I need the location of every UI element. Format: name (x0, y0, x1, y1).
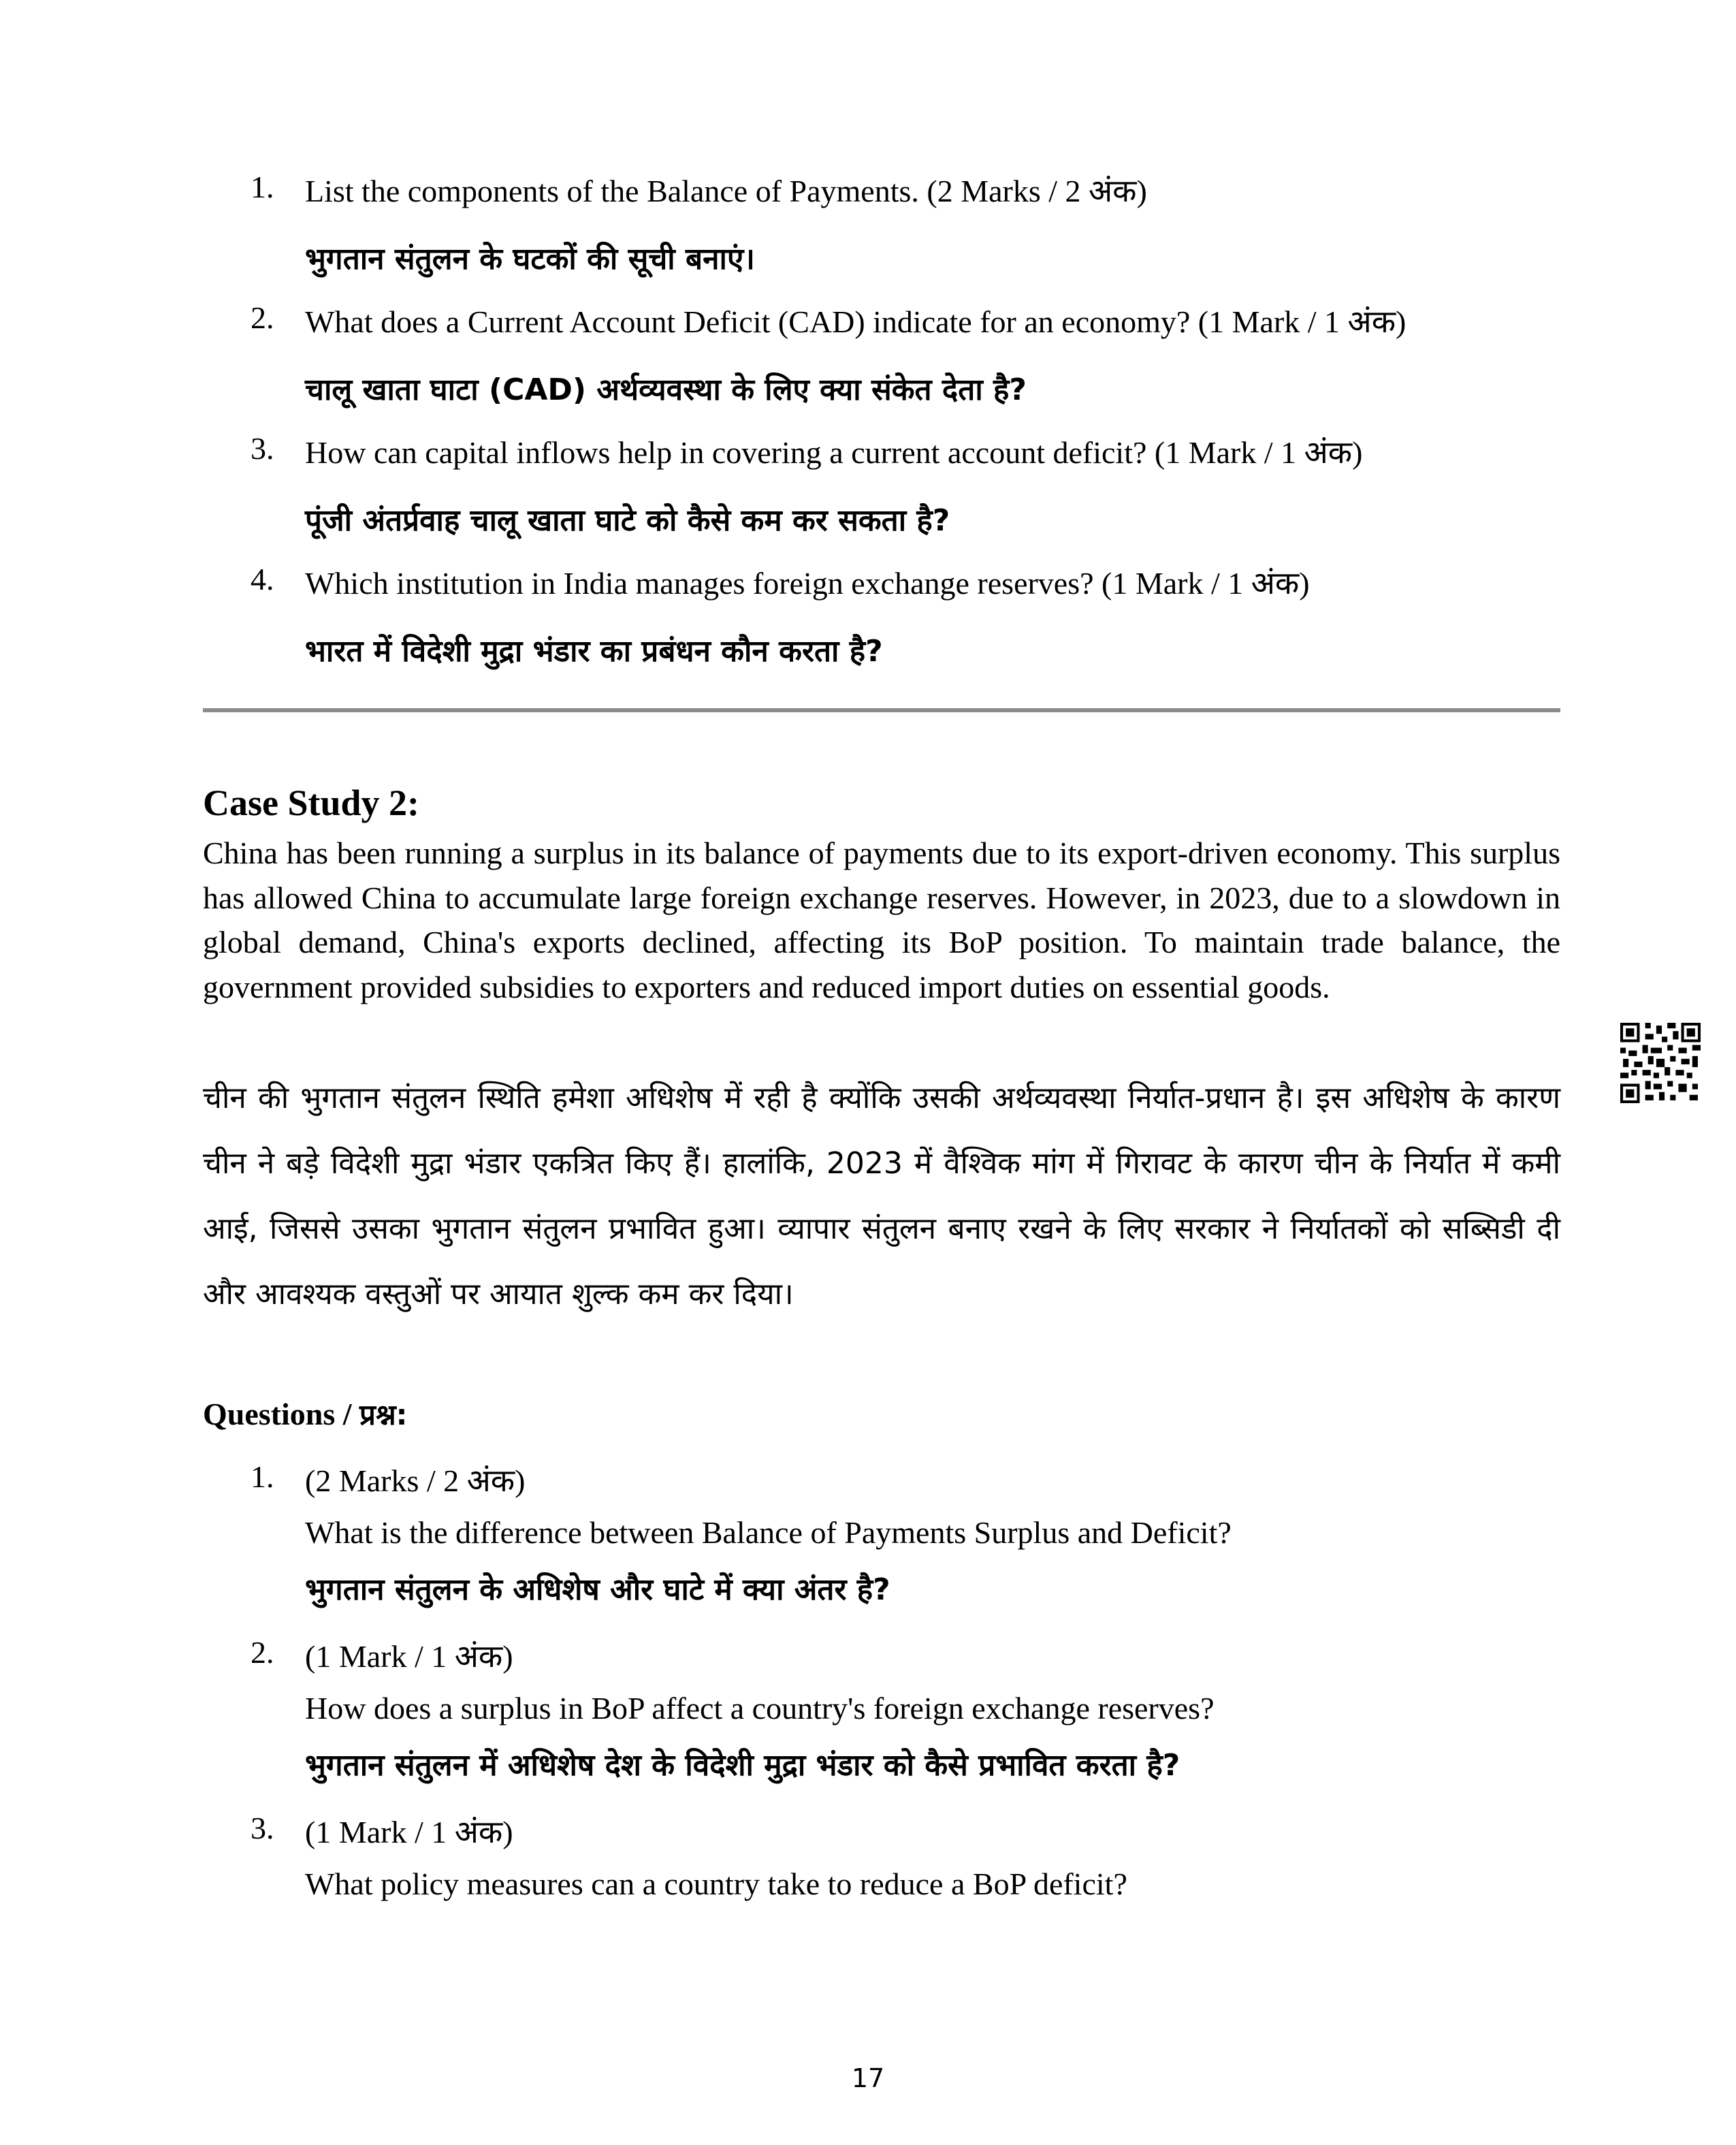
questions-heading-english: Questions / (203, 1397, 360, 1431)
case-study-paragraph-english: China has been running a surplus in its balance of payments due to its export-driven economy. This surplus has allowed China to accumulate large foreign exchange reserves. However, in 2023, due to a slowdown in global demand, China's exports declined, affecting its BoP position. To maintain trade balance, the government provided subsidies to exporters and reduced import duties on essential goods. (203, 836, 1560, 1004)
question-text-hindi: भारत में विदेशी मुद्रा भंडार का प्रबंधन कौन करता है? (305, 634, 883, 669)
questions-heading-hindi: प्रश्न: (359, 1398, 408, 1431)
question-number: 4. (251, 562, 274, 597)
question-text-english: Which institution in India manages foreign exchange reserves? (1 Mark / 1 अंक) (305, 566, 1310, 601)
question-number: 2. (251, 1635, 274, 1670)
question-text-english: How can capital inflows help in covering a current account deficit? (1 Mark / 1 अंक) (305, 435, 1363, 470)
question-text-hindi: पूंजी अंतर्प्रवाह चालू खाता घाटे को कैसे कम कर सकता है? (305, 503, 950, 538)
question-number: 1. (251, 170, 274, 204)
question-text-english: How does a surplus in BoP affect a country's foreign exchange reserves? (305, 1691, 1215, 1726)
question-text-english: What is the difference between Balance of Payments Surplus and Deficit? (305, 1515, 1232, 1550)
question-marks: (1 Mark / 1 अंक) (305, 1639, 513, 1674)
question-text-hindi: चालू खाता घाटा (CAD) अर्थव्यवस्था के लिए क्या संकेत देता है? (305, 372, 1027, 407)
question-text-english: What does a Current Account Deficit (CAD) indicate for an economy? (1 Mark / 1 अंक) (305, 304, 1407, 339)
question-number: 3. (251, 1811, 274, 1845)
question-text-hindi: भुगतान संतुलन में अधिशेष देश के विदेशी मुद्रा भंडार को कैसे प्रभावित करता है? (305, 1748, 1180, 1783)
question-text-hindi: भुगतान संतुलन के अधिशेष और घाटे में क्या अंतर है? (305, 1572, 890, 1607)
case-study-paragraph-hindi: चीन की भुगतान संतुलन स्थिति हमेशा अधिशेष में रही है क्योंकि उसकी अर्थव्यवस्था निर्यात-प्रधान है। इस अधिशेष के कारण चीन ने बड़े विदेशी मुद्रा भंडार एकत्रित किए हैं। हालांकि, 2023 में वैश्विक मांग में गिरावट के कारण चीन के निर्यात में कमी आई, जिससे उसका भुगतान संतुलन प्रभावित हुआ। व्यापार संतुलन बनाए रखने के लिए सरकार ने निर्यातकों को सब्सिडी दी और आवश्यक वस्तुओं पर आयात शुल्क कम कर दिया। (203, 1081, 1560, 1312)
question-text-english: What policy measures can a country take to reduce a BoP deficit? (305, 1866, 1127, 1901)
case-study-title: Case Study 2: (203, 782, 420, 823)
page-number: 17 (851, 2063, 885, 2093)
question-text-hindi: भुगतान संतुलन के घटकों की सूची बनाएं। (305, 242, 755, 276)
section-divider (203, 708, 1560, 712)
question-text-english: List the components of the Balance of Payments. (2 Marks / 2 अंक) (305, 174, 1147, 208)
question-number: 2. (251, 300, 274, 335)
questions-heading (203, 1395, 407, 1433)
question-marks: (2 Marks / 2 अंक) (305, 1463, 526, 1498)
question-number: 3. (251, 431, 274, 466)
question-marks: (1 Mark / 1 अंक) (305, 1815, 513, 1849)
question-number: 1. (251, 1459, 274, 1494)
qr-code-icon (1620, 1023, 1701, 1103)
